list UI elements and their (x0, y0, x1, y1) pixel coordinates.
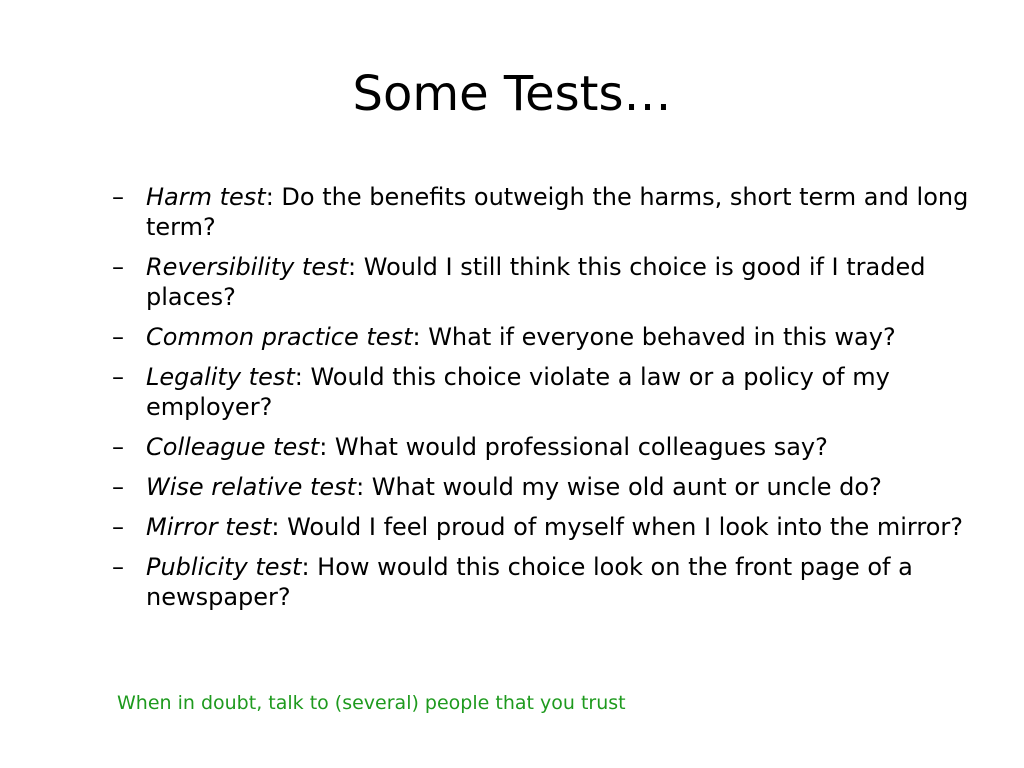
list-item (112, 432, 972, 462)
dash-bullet: – (112, 363, 124, 391)
dash-bullet: – (112, 513, 124, 541)
advice-note: When in doubt, talk to (several) people that you trust (117, 692, 626, 714)
test-description: : What would professional colleagues say? (319, 433, 828, 461)
list-item (112, 322, 972, 352)
test-term: Colleague test (146, 433, 320, 461)
list-item (112, 182, 972, 242)
test-term: Legality test (146, 363, 295, 391)
test-description: : Do the benefits outweigh the harms, short term and long term? (146, 183, 969, 241)
test-description: : Would I feel proud of myself when I look into the mirror? (271, 513, 963, 541)
test-description: : What if everyone behaved in this way? (412, 323, 896, 351)
list-item (112, 552, 972, 612)
slide-title: Some Tests… (352, 66, 672, 122)
test-description: : Would this choice violate a law or a policy of my employer? (146, 363, 890, 421)
test-description: : Would I still think this choice is good if I traded places? (146, 253, 926, 311)
test-description: : What would my wise old aunt or uncle do? (356, 473, 882, 501)
test-description: : How would this choice look on the front page of a newspaper? (146, 553, 913, 611)
list-item (112, 252, 972, 312)
test-term: Mirror test (146, 513, 272, 541)
dash-bullet: – (112, 433, 124, 461)
dash-bullet: – (112, 183, 124, 211)
dash-bullet: – (112, 473, 124, 501)
list-item (112, 472, 972, 502)
test-term: Publicity test (146, 553, 302, 581)
dash-bullet: – (112, 253, 124, 281)
dash-bullet: – (112, 323, 124, 351)
tests-list (112, 182, 972, 622)
test-term: Wise relative test (146, 473, 357, 501)
test-term: Reversibility test (146, 253, 349, 281)
list-item (112, 512, 972, 542)
test-term: Common practice test (146, 323, 413, 351)
test-term: Harm test (146, 183, 266, 211)
dash-bullet: – (112, 553, 124, 581)
list-item (112, 362, 972, 422)
